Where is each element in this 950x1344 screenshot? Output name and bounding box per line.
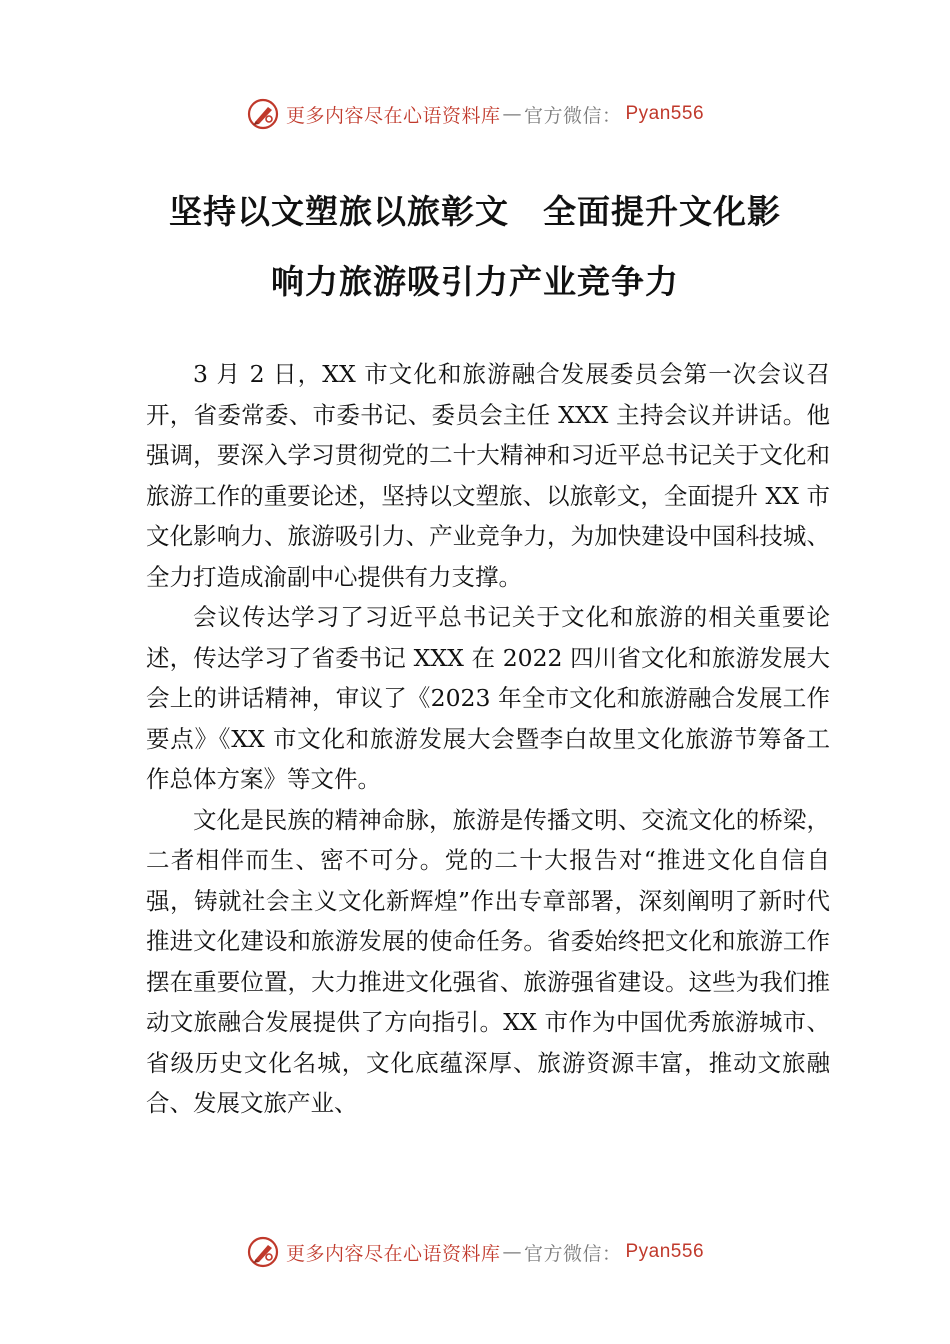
pen-seal-logo-icon [246, 1235, 280, 1269]
paragraph: 3 月 2 日，XX 市文化和旅游融合发展委员会第一次会议召开，省委常委、市委书记、委员会主任 XXX 主持会议并讲话。他强调，要深入学习贯彻党的二十大精神和习近平总书记关于文化和旅游工作的重要论述，坚持以文塑旅、以旅彰文，全面提升 XX 市文化影响力、旅游吸引力、产业竞争力，为加快建设中国科技城、全力打造成渝副中心提供有力支撑。 [146, 360, 830, 591]
document-title-line-1: 坚持以文塑旅以旅彰文 全面提升文化影 [169, 192, 781, 231]
banner-wechat-label: 官方微信： [523, 104, 622, 127]
paragraph: 文化是民族的精神命脉，旅游是传播文明、交流文化的桥梁，二者相伴而生、密不可分。党的二十大报告对“推进文化自信自强，铸就社会主义文化新辉煌”作出专章部署，深刻阐明了新时代推进文化建设和旅游发展的使命任务。省委始终把文化和旅游工作摆在重要位置，大力推进文化强省、旅游强省建设。这些为我们推动文旅融合发展提供了方向指引。XX 市作为中国优秀旅游城市、省级历史文化名城，文化底蕴深厚、旅游资源丰富，推动文旅融合、发展文旅产业、 [146, 805, 830, 1117]
header-banner [0, 94, 950, 134]
footer-banner [0, 1232, 950, 1272]
paragraph: 会议传达学习了习近平总书记关于文化和旅游的相关重要论述，传达学习了省委书记 XXX 在 2022 四川省文化和旅游发展大会上的讲话精神，审议了《2023 年全市文化和旅游融合发展工作要点》《XX 市文化和旅游发展大会暨李白故里文化旅游节筹备工作总体方案》等文件。 [146, 603, 830, 793]
document-body [146, 354, 830, 1124]
banner-brand: 更多内容尽在心语资料库 [285, 1242, 501, 1265]
banner-wechat-label: 官方微信： [523, 1242, 622, 1265]
pen-seal-logo-icon [246, 97, 280, 131]
banner-dash: — [502, 1241, 522, 1263]
banner-wechat-id: Pyan556 [625, 1241, 705, 1262]
document-title-line-2: 响力旅游吸引力产业竞争力 [271, 262, 679, 301]
banner-dash: — [502, 103, 522, 125]
banner-brand: 更多内容尽在心语资料库 [285, 104, 501, 127]
banner-wechat-id: Pyan556 [625, 103, 705, 124]
